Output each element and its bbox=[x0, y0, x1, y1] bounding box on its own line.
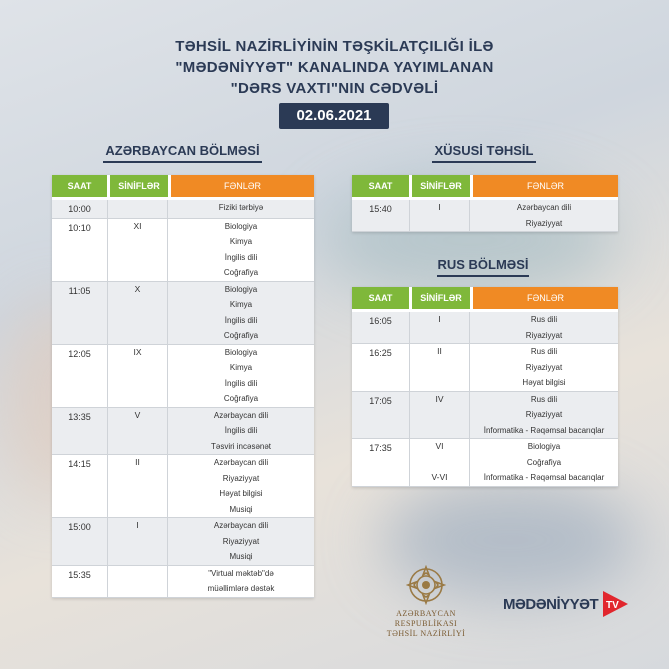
time-cell bbox=[52, 455, 107, 517]
subject-item: Rus dili bbox=[530, 315, 558, 324]
grade-cell bbox=[409, 200, 470, 231]
subject-item: Azərbaycan dili bbox=[213, 410, 269, 420]
time-cell bbox=[52, 282, 107, 344]
special-section-title: XÜSUSİ TƏHSİL bbox=[432, 143, 536, 163]
column-header-grade: SİNİFLƏR bbox=[412, 287, 470, 309]
subject-item: Biologiya bbox=[224, 347, 258, 357]
schedule-row bbox=[352, 344, 618, 392]
schedule-row bbox=[52, 219, 314, 282]
column-header-time: SAAT bbox=[352, 287, 409, 309]
subject-item: İngilis dili bbox=[224, 252, 258, 262]
time-cell bbox=[352, 312, 409, 343]
time-value: 12:05 bbox=[68, 348, 91, 359]
grade-cell bbox=[107, 408, 168, 455]
subjects-cell bbox=[168, 566, 314, 597]
title-line: TƏHSİL NAZİRLİYİNİN TƏŞKİLATÇILIĞI İLƏ bbox=[175, 38, 494, 55]
subject-item: Riyaziyyat bbox=[525, 410, 563, 419]
subject-item: Coğrafiya bbox=[526, 457, 562, 467]
subjects-cell bbox=[168, 200, 314, 218]
title-line: "DƏRS VAXTI"NIN CƏDVƏLİ bbox=[230, 80, 439, 97]
grade-cell bbox=[107, 219, 168, 281]
time-cell bbox=[52, 345, 107, 407]
subject-item: Riyaziyyat bbox=[222, 536, 260, 546]
subjects-cell bbox=[168, 219, 314, 281]
grade-value: XI bbox=[133, 220, 142, 231]
time-value: 13:35 bbox=[68, 411, 91, 422]
subjects-cell bbox=[168, 282, 314, 344]
subject-item: Coğrafiya bbox=[223, 268, 259, 277]
subject-item: Coğrafiya bbox=[223, 394, 259, 403]
time-cell bbox=[352, 392, 409, 439]
time-value: 15:00 bbox=[68, 522, 91, 532]
schedule-row bbox=[352, 200, 618, 232]
grade-value: X bbox=[134, 283, 141, 294]
subject-item: Biologiya bbox=[224, 221, 258, 231]
subject-item: Həyat bilgisi bbox=[522, 378, 566, 387]
title-line: "MƏDƏNİYYƏT" KANALINDA YAYIMLANAN bbox=[175, 59, 494, 76]
subjects-cell bbox=[168, 408, 314, 455]
grade-value bbox=[108, 566, 167, 582]
tv-name: MƏDƏNİYYƏT bbox=[503, 595, 599, 613]
page-title bbox=[0, 36, 669, 99]
schedule-row bbox=[52, 408, 314, 456]
grade-cell bbox=[107, 566, 168, 597]
subjects-cell bbox=[168, 345, 314, 407]
grade-cell bbox=[107, 200, 168, 218]
column-header-time: SAAT bbox=[52, 175, 107, 197]
table-header bbox=[352, 287, 618, 309]
schedule-row bbox=[52, 455, 314, 518]
grade-cell bbox=[107, 455, 168, 517]
subject-item: Kimya bbox=[229, 237, 253, 246]
time-value: 11:05 bbox=[68, 285, 91, 296]
grade-spacer bbox=[410, 455, 469, 471]
ministry-emblem-icon bbox=[406, 565, 446, 605]
schedule-row bbox=[52, 566, 314, 598]
column-header-subjects: FƏNLƏR bbox=[473, 175, 618, 197]
time-cell bbox=[352, 344, 409, 391]
time-cell bbox=[52, 566, 107, 597]
subject-item: Musiqi bbox=[229, 552, 253, 561]
subject-item: Həyat bilgisi bbox=[219, 489, 263, 498]
subject-item: Riyaziyyat bbox=[525, 362, 563, 372]
table-header bbox=[52, 175, 314, 197]
time-value: 16:25 bbox=[369, 348, 392, 358]
subject-item: Kimya bbox=[229, 300, 253, 309]
table-header bbox=[352, 175, 618, 197]
subject-item: Rus dili bbox=[530, 347, 558, 356]
grade-value: I bbox=[438, 314, 441, 324]
grade-cell bbox=[107, 282, 168, 344]
subject-item: İnformatika - Rəqəmsal bacarıqlar bbox=[483, 425, 605, 435]
time-value: 14:15 bbox=[68, 459, 91, 469]
column-header-grade: SİNİFLƏR bbox=[412, 175, 470, 197]
time-cell bbox=[52, 219, 107, 281]
grade-value: VI bbox=[435, 441, 444, 451]
subject-item: Təsviri incəsənət bbox=[210, 441, 272, 451]
subject-item: müəllimlərə dəstək bbox=[207, 584, 275, 593]
schedule-row bbox=[52, 345, 314, 408]
medeniyyet-tv-logo bbox=[503, 590, 630, 618]
subject-item: Riyaziyyat bbox=[525, 330, 563, 340]
subjects-cell bbox=[168, 518, 314, 565]
grade-cell bbox=[409, 392, 470, 439]
subject-item: Rus dili bbox=[530, 394, 558, 404]
grade-value: V-VI bbox=[431, 472, 448, 482]
schedule-row bbox=[52, 200, 314, 219]
time-cell bbox=[52, 408, 107, 455]
subject-item: Fiziki tərbiyə bbox=[218, 203, 264, 212]
column-header-grade: SİNİFLƏR bbox=[110, 175, 168, 197]
az-section-title: AZƏRBAYCAN BÖLMƏSİ bbox=[103, 143, 262, 163]
subject-item: Kimya bbox=[229, 363, 253, 372]
subject-item: Azərbaycan dili bbox=[516, 203, 572, 212]
column-header-time: SAAT bbox=[352, 175, 409, 197]
ministry-name-line2: TƏHSİL NAZİRLİYİ bbox=[386, 629, 466, 638]
subject-item: Biologiya bbox=[527, 442, 561, 451]
grade-value: IV bbox=[435, 393, 444, 404]
time-cell bbox=[352, 200, 409, 231]
grade-cell bbox=[409, 344, 470, 391]
subject-item: İngilis dili bbox=[224, 315, 258, 325]
tv-badge bbox=[600, 589, 630, 619]
ministry-logo bbox=[366, 565, 486, 639]
az-schedule-table bbox=[52, 175, 314, 598]
time-cell bbox=[352, 439, 409, 486]
time-value: 17:35 bbox=[369, 443, 392, 453]
subjects-cell bbox=[470, 200, 618, 231]
time-value: 17:05 bbox=[369, 395, 392, 406]
grade-cell bbox=[409, 439, 470, 486]
grade-value: II bbox=[135, 457, 140, 467]
schedule-row bbox=[352, 312, 618, 344]
time-value: 16:05 bbox=[369, 316, 392, 326]
grade-value: I bbox=[136, 520, 139, 530]
subject-item: "Virtual məktəb"də bbox=[208, 568, 274, 578]
column-header-subjects: FƏNLƏR bbox=[171, 175, 314, 197]
ru-section-title: RUS BÖLMƏSİ bbox=[437, 257, 529, 277]
grade-cell bbox=[107, 518, 168, 565]
date-badge: 02.06.2021 bbox=[279, 103, 389, 129]
schedule-row bbox=[52, 282, 314, 345]
time-value: 15:35 bbox=[68, 569, 91, 580]
subject-item: Azərbaycan dili bbox=[213, 521, 269, 530]
time-value: 15:40 bbox=[369, 204, 392, 214]
ministry-name-line1: AZƏRBAYCAN RESPUBLİKASI bbox=[394, 609, 458, 628]
schedule-row bbox=[352, 392, 618, 440]
grade-value: I bbox=[438, 202, 441, 212]
grade-value: IX bbox=[133, 346, 142, 357]
play-triangle-icon bbox=[600, 589, 630, 619]
time-value: 10:00 bbox=[68, 204, 91, 214]
subjects-cell bbox=[470, 312, 618, 343]
schedule-row bbox=[52, 518, 314, 566]
subject-item: Coğrafiya bbox=[223, 331, 259, 340]
grade-value: II bbox=[437, 346, 442, 356]
ru-schedule-table bbox=[352, 287, 618, 487]
time-cell bbox=[52, 200, 107, 218]
subject-item: İnformatika - Rəqəmsal bacarıqlar bbox=[483, 473, 605, 482]
subject-item: Riyaziyyat bbox=[525, 218, 563, 228]
column-header-subjects: FƏNLƏR bbox=[473, 287, 618, 309]
subject-item: İngilis dili bbox=[224, 378, 258, 388]
subjects-cell bbox=[470, 344, 618, 391]
subject-item: Riyaziyyat bbox=[222, 473, 260, 483]
subject-item: Biologiya bbox=[224, 284, 258, 294]
subject-item: Musiqi bbox=[229, 504, 253, 514]
subjects-cell bbox=[470, 439, 618, 486]
grade-value: V bbox=[134, 409, 141, 420]
subjects-cell bbox=[168, 455, 314, 517]
tv-badge-text: TV bbox=[606, 600, 619, 611]
grade-cell bbox=[107, 345, 168, 407]
time-value: 10:10 bbox=[68, 222, 91, 233]
time-cell bbox=[52, 518, 107, 565]
schedule-row bbox=[352, 439, 618, 487]
subject-item: İngilis dili bbox=[224, 426, 258, 435]
special-schedule-table bbox=[352, 175, 618, 232]
subjects-cell bbox=[470, 392, 618, 439]
grade-cell bbox=[409, 312, 470, 343]
subject-item: Azərbaycan dili bbox=[213, 458, 269, 467]
grade-value bbox=[108, 200, 167, 216]
